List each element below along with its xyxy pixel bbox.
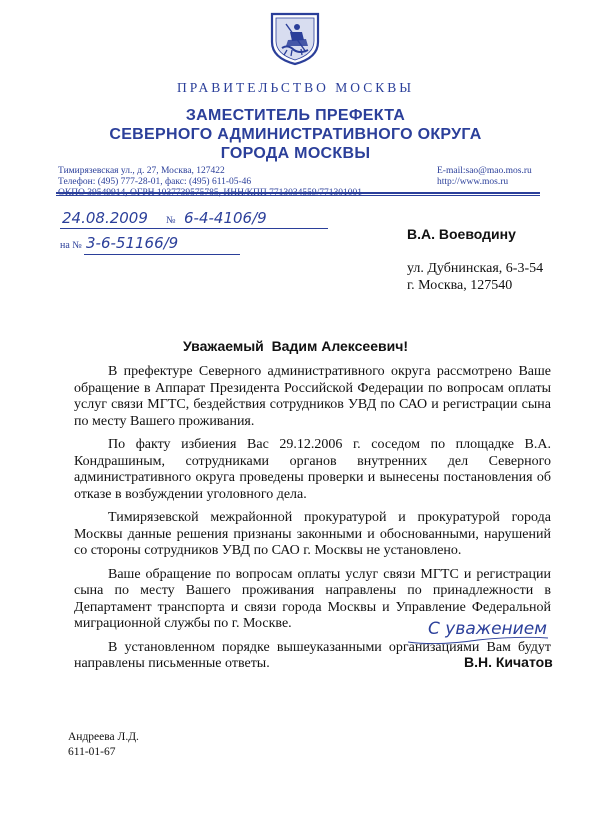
letterhead-title-line-3: ГОРОДА МОСКВЫ <box>220 145 371 162</box>
executor-name: Андреева Л.Д. <box>68 731 139 743</box>
outgoing-field-underline <box>60 228 328 229</box>
body-paragraph: По факту избиения Вас 29.12.2006 г. соседом по площадке В.А. Кондрашиным, сотрудниками органов внутренних дел Северного административного округа проведены проверки и вынесены постановления об отказе в возбуждении уголовного дела. <box>74 437 551 502</box>
signer-name: В.Н. Кичатов <box>464 654 553 670</box>
outgoing-number-label: № <box>166 215 176 226</box>
office-address: Тимирязевская ул., д. 27, Москва, 127422 <box>58 166 225 176</box>
salutation: Уважаемый Вадим Алексеевич! <box>183 338 408 354</box>
outgoing-number-handwritten: 6-4-4106/9 <box>184 209 267 227</box>
handwritten-regards: С уважением <box>428 619 547 639</box>
government-heading: ПРАВИТЕЛЬСТВО МОСКВЫ <box>176 80 414 95</box>
outgoing-date-handwritten: 24.08.2009 <box>62 209 148 227</box>
office-registration-codes: ОКПО 39549914, ОГРН 1037739575785, ИНН/КПП 7713034559/771301001 <box>58 188 362 198</box>
incoming-reference-handwritten: 3-6-51166/9 <box>86 234 179 252</box>
body-paragraph: В префектуре Северного административного округа рассмотрено Ваше обращение в Аппарат Президента Российской Федерации по вопросам оплаты услуг связи МГТС, бездействия сотрудников УВД по САО и регистрации сына по месту Вашего проживания. <box>74 364 551 429</box>
letterhead-title-line-1: ЗАМЕСТИТЕЛЬ ПРЕФЕКТА <box>185 107 406 124</box>
letterhead-online-contacts <box>437 166 532 188</box>
letterhead-title-line-2: СЕВЕРНОГО АДМИНИСТРАТИВНОГО ОКРУГА <box>109 126 482 143</box>
moscow-coat-of-arms-emblem <box>268 8 322 66</box>
office-website: http://www.mos.ru <box>437 177 509 187</box>
executor-phone: 611-01-67 <box>68 746 116 758</box>
recipient-name: В.А. Воеводину <box>407 226 516 242</box>
recipient-address-line-2: г. Москва, 127540 <box>407 278 513 293</box>
office-phone-fax: Телефон: (495) 777-28-01, факс: (495) 611-05-46 <box>58 177 252 187</box>
letterhead-divider <box>56 192 540 196</box>
office-email: E-mail:sao@mao.mos.ru <box>437 166 532 176</box>
body-paragraph: Тимирязевской межрайонной прокуратурой и прокуратурой города Москвы данные решения признаны законными и обоснованными, нарушений со стороны сотрудников УВД по САО г. Москвы не установлено. <box>74 510 551 558</box>
incoming-field-underline <box>84 254 240 255</box>
recipient-address-line-1: ул. Дубнинская, 6-3-54 <box>407 261 544 276</box>
incoming-reference-label: на № <box>60 240 82 251</box>
body-paragraph: В установленном порядке вышеуказанными организациями Вам будут направлены письменные ответы. <box>74 639 551 671</box>
body-paragraph: Ваше обращение по вопросам оплаты услуг связи МГТС и регистрации сына по месту Вашего проживания направлены по принадлежности в Департамент транспорта и связи города Москвы и Управление Федеральной миграционной службы по г. Москве. <box>74 566 551 631</box>
